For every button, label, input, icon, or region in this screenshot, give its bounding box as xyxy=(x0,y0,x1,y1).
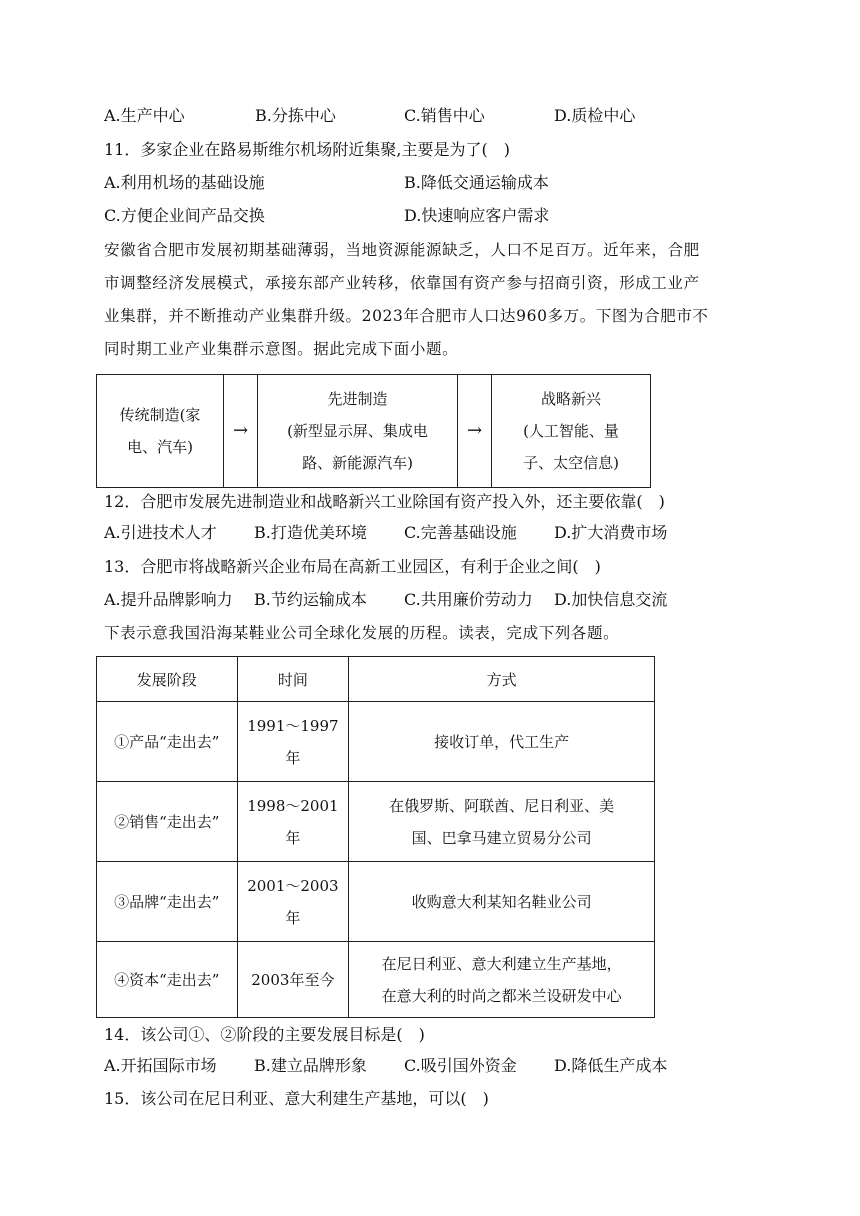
q14-options xyxy=(104,1056,724,1076)
q12-stem: 12．合肥市发展先进制造业和战略新兴工业除国有资产投入外，还主要依靠( ) xyxy=(104,492,665,511)
q15-stem: 15．该公司在尼日利亚、意大利建生产基地，可以( ) xyxy=(104,1089,489,1108)
time-text: 2001～2003 xyxy=(247,876,339,895)
q14-stem: 14．该公司①、②阶段的主要发展目标是( ) xyxy=(104,1025,425,1044)
header-stage: 发展阶段 xyxy=(97,657,238,702)
table-row xyxy=(97,782,655,862)
q13-stem: 13．合肥市将战略新兴企业布局在高新工业园区，有利于企业之间( ) xyxy=(104,557,601,576)
time-text: 年 xyxy=(285,828,301,847)
flow-text: 先进制造 xyxy=(327,390,388,408)
way-text: 收购意大利某知名鞋业公司 xyxy=(411,892,592,911)
flow-text: 传统制造(家 xyxy=(119,406,201,424)
flow-stage-advanced xyxy=(258,375,458,488)
header-time: 时间 xyxy=(237,657,349,702)
time-cell xyxy=(237,782,349,862)
q10-options xyxy=(104,106,724,126)
hefei-intro-line: 业集群，并不断推动产业集群升级。2023年合肥市人口达960多万。下图为合肥市不 xyxy=(104,307,709,325)
q11-options-row2 xyxy=(104,206,724,226)
q11-option-a[interactable]: A.利用机场的基础设施 xyxy=(104,173,265,192)
flow-text: (新型显示屏、集成电 xyxy=(287,422,428,440)
shoe-company-stage-table xyxy=(96,656,655,1018)
flow-text: (人工智能、量 xyxy=(523,422,619,440)
hefei-intro-line: 同时期工业产业集群示意图。据此完成下面小题。 xyxy=(104,340,459,358)
q13-option-d[interactable]: D.加快信息交流 xyxy=(554,590,668,609)
q12-option-a[interactable]: A.引进技术人才 xyxy=(104,523,217,542)
flow-stage-traditional xyxy=(97,375,224,488)
q14-option-d[interactable]: D.降低生产成本 xyxy=(554,1056,668,1075)
flow-text: 路、新能源汽车) xyxy=(302,454,413,472)
time-cell xyxy=(237,862,349,942)
q14-option-a[interactable]: A.开拓国际市场 xyxy=(104,1056,217,1075)
time-text: 2003年至今 xyxy=(251,970,335,989)
q11-stem: 11．多家企业在路易斯维尔机场附近集聚,主要是为了( ) xyxy=(104,140,510,159)
stage-cell: ①产品“走出去” xyxy=(97,702,238,782)
flow-stage-strategic xyxy=(492,375,651,488)
way-cell xyxy=(349,862,655,942)
way-text: 在意大利的时尚之都米兰设研发中心 xyxy=(381,986,622,1005)
q13-option-a[interactable]: A.提升品牌影响力 xyxy=(104,590,233,609)
stage-cell: ④资本“走出去” xyxy=(97,942,238,1018)
q14-option-b[interactable]: B.建立品牌形象 xyxy=(254,1056,367,1075)
stage-cell: ③品牌“走出去” xyxy=(97,862,238,942)
time-text: 年 xyxy=(285,748,301,767)
time-cell xyxy=(237,702,349,782)
q11-option-c[interactable]: C.方便企业间产品交换 xyxy=(104,206,265,225)
flow-arrow: → xyxy=(224,375,258,488)
way-cell xyxy=(349,782,655,862)
q13-options xyxy=(104,590,724,610)
q10-option-d[interactable]: D.质检中心 xyxy=(554,106,636,125)
table-row xyxy=(97,942,655,1018)
q10-option-b[interactable]: B.分拣中心 xyxy=(255,106,336,125)
way-text: 在俄罗斯、阿联酋、尼日利亚、美 xyxy=(389,796,615,815)
q11-option-b[interactable]: B.降低交通运输成本 xyxy=(404,173,549,192)
way-cell xyxy=(349,942,655,1018)
time-cell xyxy=(237,942,349,1018)
q13-option-c[interactable]: C.共用廉价劳动力 xyxy=(404,590,533,609)
q12-option-c[interactable]: C.完善基础设施 xyxy=(404,523,517,542)
shoe-intro: 下表示意我国沿海某鞋业公司全球化发展的历程。读表，完成下列各题。 xyxy=(104,624,620,642)
table-row xyxy=(97,702,655,782)
time-text: 年 xyxy=(285,908,301,927)
flow-arrow: → xyxy=(458,375,492,488)
q10-option-c[interactable]: C.销售中心 xyxy=(404,106,485,125)
flow-text: 战略新兴 xyxy=(540,390,601,408)
hefei-intro-line: 市调整经济发展模式，承接东部产业转移，依靠国有资产参与招商引资，形成工业产 xyxy=(104,274,700,292)
header-way: 方式 xyxy=(349,657,655,702)
q12-options xyxy=(104,523,724,543)
way-text: 国、巴拿马建立贸易分公司 xyxy=(411,828,592,847)
hefei-intro-line: 安徽省合肥市发展初期基础薄弱，当地资源能源缺乏，人口不足百万。近年来，合肥 xyxy=(104,241,700,259)
q10-option-a[interactable]: A.生产中心 xyxy=(104,106,185,125)
flow-text: 电、汽车) xyxy=(127,438,193,456)
table-row xyxy=(97,862,655,942)
q13-option-b[interactable]: B.节约运输成本 xyxy=(254,590,367,609)
way-text: 在尼日利亚、意大利建立生产基地， xyxy=(381,954,622,973)
way-cell xyxy=(349,702,655,782)
time-text: 1998～2001 xyxy=(247,796,339,815)
stage-cell: ②销售“走出去” xyxy=(97,782,238,862)
q11-options-row1 xyxy=(104,173,724,193)
hefei-intro xyxy=(104,234,758,366)
way-text: 接收订单，代工生产 xyxy=(434,732,570,751)
flow-text: 子、太空信息) xyxy=(523,454,619,472)
q12-option-b[interactable]: B.打造优美环境 xyxy=(254,523,367,542)
time-text: 1991～1997 xyxy=(247,716,339,735)
q11-option-d[interactable]: D.快速响应客户需求 xyxy=(404,206,550,225)
q14-option-c[interactable]: C.吸引国外资金 xyxy=(404,1056,517,1075)
q12-option-d[interactable]: D.扩大消费市场 xyxy=(554,523,668,542)
industry-cluster-flow xyxy=(96,374,651,488)
